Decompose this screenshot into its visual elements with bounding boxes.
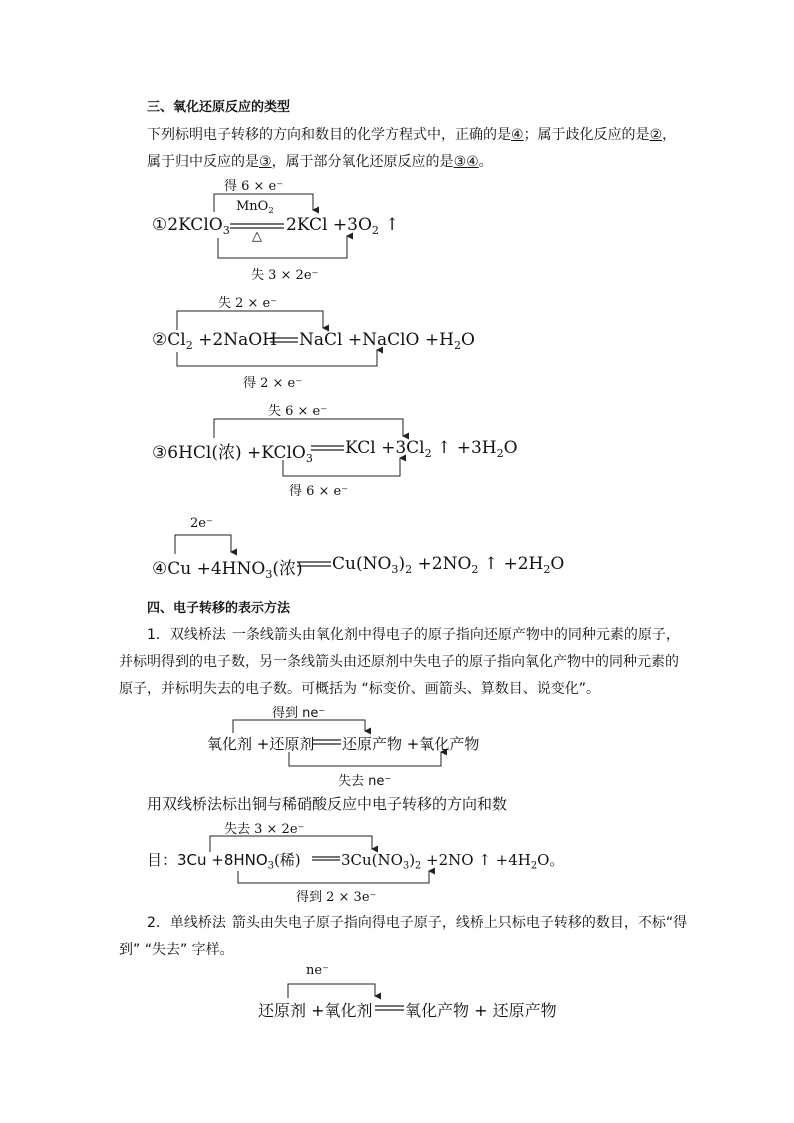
- eq3-lose-label: 失 6 × e⁻: [268, 404, 328, 419]
- item2-line-1: [147, 912, 687, 932]
- example-gain-label: 得到 2 × 3e⁻: [296, 890, 377, 905]
- example-sub: 3: [402, 860, 410, 872]
- gas-arrow-icon: ↑: [384, 215, 400, 235]
- eq4-sub: 2: [405, 562, 413, 576]
- item1-line-1: [147, 624, 680, 644]
- eq3-lose-bridge: [214, 419, 403, 438]
- eq1-product-sub: 2: [371, 223, 379, 237]
- eq2-gain-bridge: [177, 350, 377, 366]
- eq2-part: +2NaOH: [198, 330, 277, 350]
- answer-comproportionation: ③: [259, 154, 272, 170]
- intro-text: ，: [662, 127, 677, 143]
- eq2-sub: 2: [453, 338, 461, 352]
- eq4-part: ↑ +2H: [483, 554, 544, 574]
- eq4-sub: 3: [265, 567, 273, 581]
- eq1-sub: 3: [222, 223, 230, 237]
- eq1-catalyst-sub: 2: [268, 204, 274, 215]
- section-heading-3: 三、氧化还原反应的类型: [147, 100, 291, 115]
- example-products: [341, 849, 564, 870]
- item2-text: 箭头由失电子原子指向得电子原子，线桥上只标电子转移的数目，不标“得: [231, 915, 688, 931]
- equation-1: [152, 215, 230, 235]
- eq4-part: Cu(NO: [332, 554, 392, 574]
- example-lose-label: 失去 3 × 2e⁻: [224, 822, 305, 837]
- intro-text: ；属于歧化反应的是: [523, 127, 650, 143]
- eq3-gain-label: 得 6 × e⁻: [289, 484, 349, 499]
- eq1-catalyst-text: MnO: [236, 199, 269, 214]
- equation-2: [152, 330, 277, 350]
- eq4-sub: 2: [543, 562, 551, 576]
- example-part: (稀): [273, 851, 301, 869]
- intro-text: 属于归中反应的是: [147, 154, 259, 170]
- example-gain-bridge: [238, 871, 429, 883]
- example-equation: [147, 849, 301, 870]
- answer-correct: ④: [511, 127, 524, 143]
- answer-disproportionation: ②: [649, 127, 663, 143]
- eq3-sub: 2: [424, 446, 432, 460]
- equation-3: [152, 438, 313, 463]
- scheme2-transfer-label: ne⁻: [306, 963, 329, 978]
- eq1-reactant: 2KClO: [167, 215, 223, 235]
- item1-line-3: 原子，并标明失去的电子数。可概括为 “标变价、画箭头、算数目、说变化”。: [119, 681, 600, 697]
- eq1-number: ①: [152, 215, 168, 235]
- eq1-product-text: 2KCl +3O: [286, 215, 372, 235]
- scheme1-reactants: 氧化剂 +还原剂: [207, 735, 315, 753]
- scheme2-bridge: [288, 984, 375, 998]
- item1-text: 一条线箭头由氧化剂中得电子的原子指向还原产物中的同种元素的原子，: [231, 627, 680, 643]
- scheme2-reactants: 还原剂 +氧化剂: [258, 1001, 373, 1020]
- scheme1-gain-bridge: [233, 720, 365, 733]
- eq4-part: O: [550, 554, 565, 574]
- eq1-products: [286, 215, 399, 235]
- example-sub: 2: [415, 860, 422, 872]
- example-part: O。: [537, 851, 565, 869]
- example-part: 3Cu(NO: [341, 851, 403, 869]
- eq2-products: [299, 330, 475, 350]
- scheme1-products: 还原产物 +氧化产物: [342, 735, 480, 753]
- eq1-gain-label: 得 6 × e⁻: [224, 179, 284, 194]
- item2-title: 2．单线桥法: [147, 915, 226, 931]
- eq4-part: Cu +4HNO: [167, 559, 266, 579]
- eq4-bridge: [175, 535, 231, 554]
- eq4-products: [332, 554, 564, 574]
- eq2-part: Cl: [167, 330, 186, 350]
- item2-line-2: 到” “失去” 字样。: [119, 942, 234, 958]
- eq4-sub: 2: [471, 562, 479, 576]
- example-part: ): [409, 851, 416, 869]
- scheme2-products: 氧化产物 + 还原产物: [405, 1001, 557, 1020]
- example-intro: 用双线桥法标出铜与稀硝酸反应中电子转移的方向和数: [147, 795, 508, 813]
- intro-text: 下列标明电子转移的方向和数目的化学方程式中，正确的是: [147, 127, 511, 143]
- eq3-number: ③: [152, 443, 168, 463]
- eq2-sub: 2: [185, 338, 193, 352]
- scheme1-lose-bridge: [289, 752, 441, 766]
- eq1-heat-symbol: △: [252, 229, 262, 244]
- eq3-sub: 2: [496, 446, 504, 460]
- eq3-products: [345, 438, 518, 458]
- eq2-part: O: [461, 330, 475, 350]
- eq1-catalyst: [236, 199, 274, 214]
- eq3-part: ↑ +3H: [437, 438, 497, 458]
- example-sub: 2: [530, 860, 538, 872]
- intro-text: 。: [478, 154, 493, 170]
- eq4-part: ): [398, 554, 406, 574]
- eq2-lose-bridge: [177, 311, 323, 330]
- intro-text: ，属于部分氧化还原反应的是: [271, 154, 454, 170]
- scheme1-lose-label: 失去 ne⁻: [338, 774, 392, 789]
- eq4-part: +2NO: [417, 554, 472, 574]
- eq2-gain-label: 得 2 × e⁻: [243, 376, 303, 391]
- section-heading-4: 四、电子转移的表示方法: [147, 601, 291, 616]
- eq3-part: O: [503, 438, 518, 458]
- eq4-number: ④: [152, 559, 168, 579]
- eq2-lose-label: 失 2 × e⁻: [218, 296, 278, 311]
- eq3-part: KCl +3Cl: [345, 438, 425, 458]
- item1-title: 1．双线桥法: [147, 627, 226, 643]
- example-part: +2NO ↑ +4H: [426, 851, 531, 869]
- eq2-number: ②: [152, 330, 168, 350]
- eq4-sub: 3: [391, 562, 399, 576]
- scheme1-gain-label: 得到 ne⁻: [272, 706, 326, 721]
- eq1-lose-label: 失 3 × 2e⁻: [251, 268, 319, 283]
- eq4-part: (浓): [272, 559, 303, 579]
- eq1-lose-bridge: [218, 236, 347, 258]
- eq4-transfer-label: 2e⁻: [190, 516, 213, 531]
- answer-partial: ③④: [453, 154, 479, 170]
- equation-4: [152, 554, 303, 579]
- eq2-part: NaCl +NaClO +H: [299, 330, 454, 350]
- eq3-sub: 3: [305, 451, 313, 465]
- eq3-part: 6HCl(浓) +KClO: [167, 443, 306, 463]
- example-part: 目：3Cu +8HNO: [147, 851, 268, 869]
- example-sub: 3: [267, 860, 274, 872]
- item1-line-2: 并标明得到的电子数，另一条线箭头由还原剂中失电子的原子指向氧化产物中的同种元素的: [119, 654, 679, 670]
